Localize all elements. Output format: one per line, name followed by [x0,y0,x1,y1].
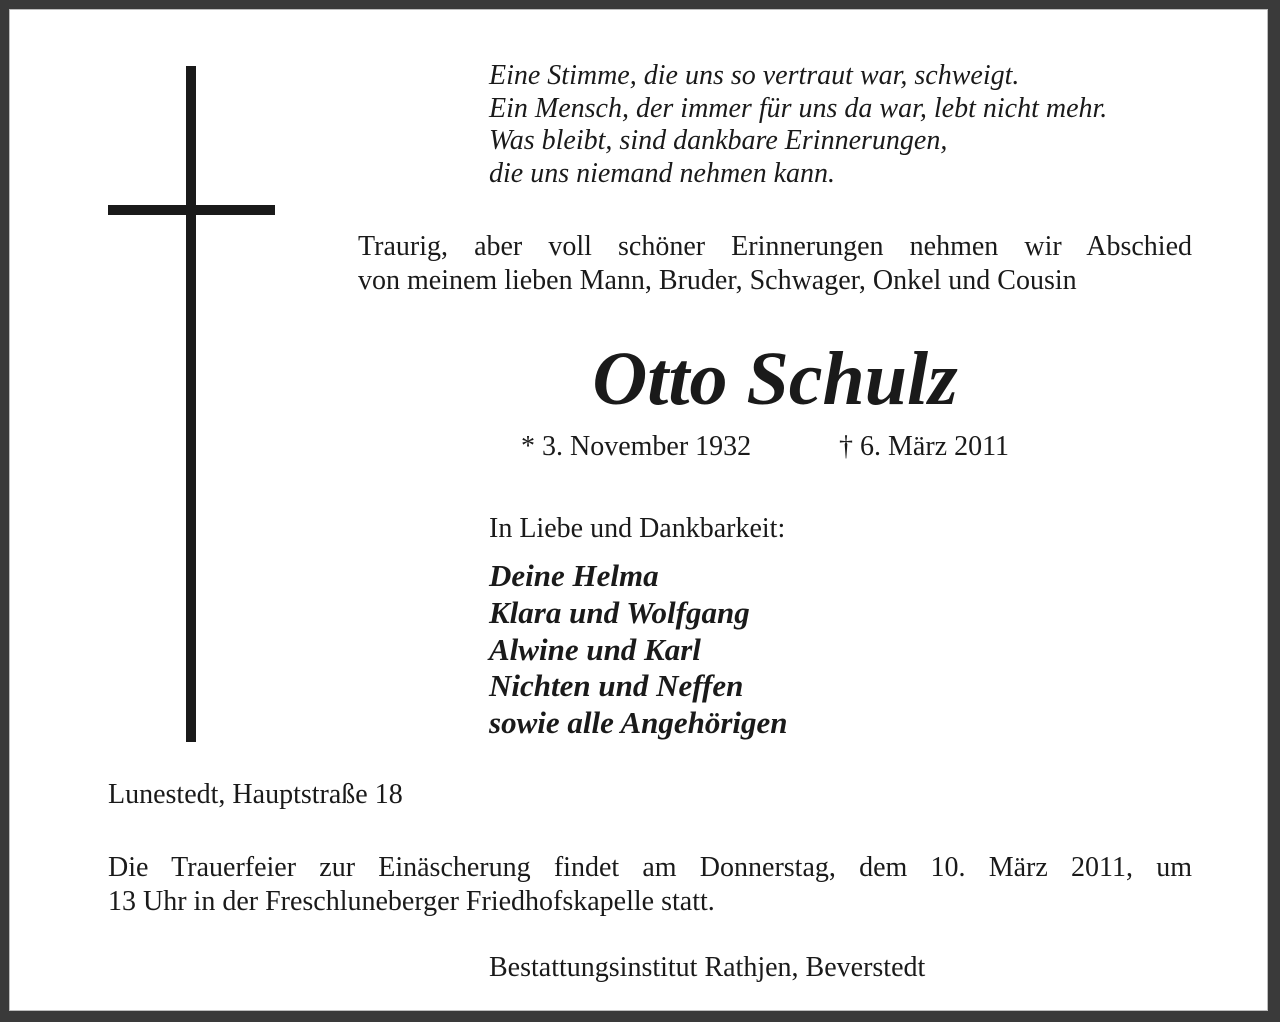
obituary-notice [9,9,1268,1011]
poem-line: die uns niemand nehmen kann. [489,157,836,189]
intro-text [358,230,1192,298]
cross-icon [186,66,196,742]
intro-line: von meinem lieben Mann, Bruder, Schwager, Onkel und Cousin [358,265,1077,296]
intro-line: Traurig, aber voll schöner Erinnerungen nehmen wir Abschied [358,231,1192,262]
mourner-name: sowie alle Angehörigen [489,705,788,741]
birth-date: * 3. November 1932 [521,431,752,462]
poem-line: Eine Stimme, die uns so vertraut war, schweigt. [489,60,1020,91]
poem [489,60,1107,190]
mourner-name: Deine Helma [489,558,659,593]
funeral-info [108,851,1192,919]
poem-line: Ein Mensch, der immer für uns da war, lebt nicht mehr. [489,92,1108,124]
mourner-name: Nichten und Neffen [489,668,744,704]
poem-line: Was bleibt, sind dankbare Erinnerungen, [489,125,948,156]
cross-icon-bar [108,205,275,215]
address: Lunestedt, Hauptstraße 18 [108,779,403,810]
mourner-name: Klara und Wolfgang [489,594,750,630]
mourners-heading: In Liebe und Dankbarkeit: [489,513,786,544]
deceased-name: Otto Schulz [592,337,958,421]
funeral-line: 13 Uhr in der Freschluneberger Friedhofskapelle statt. [108,886,715,917]
undertaker: Bestattungsinstitut Rathjen, Beverstedt [489,952,926,983]
funeral-line: Die Trauerfeier zur Einäscherung findet am Donnerstag, dem 10. März 2011, um [108,852,1192,883]
mourner-name: Alwine und Karl [489,631,701,667]
death-date: † 6. März 2011 [839,431,1010,462]
mourners-list [489,558,788,742]
